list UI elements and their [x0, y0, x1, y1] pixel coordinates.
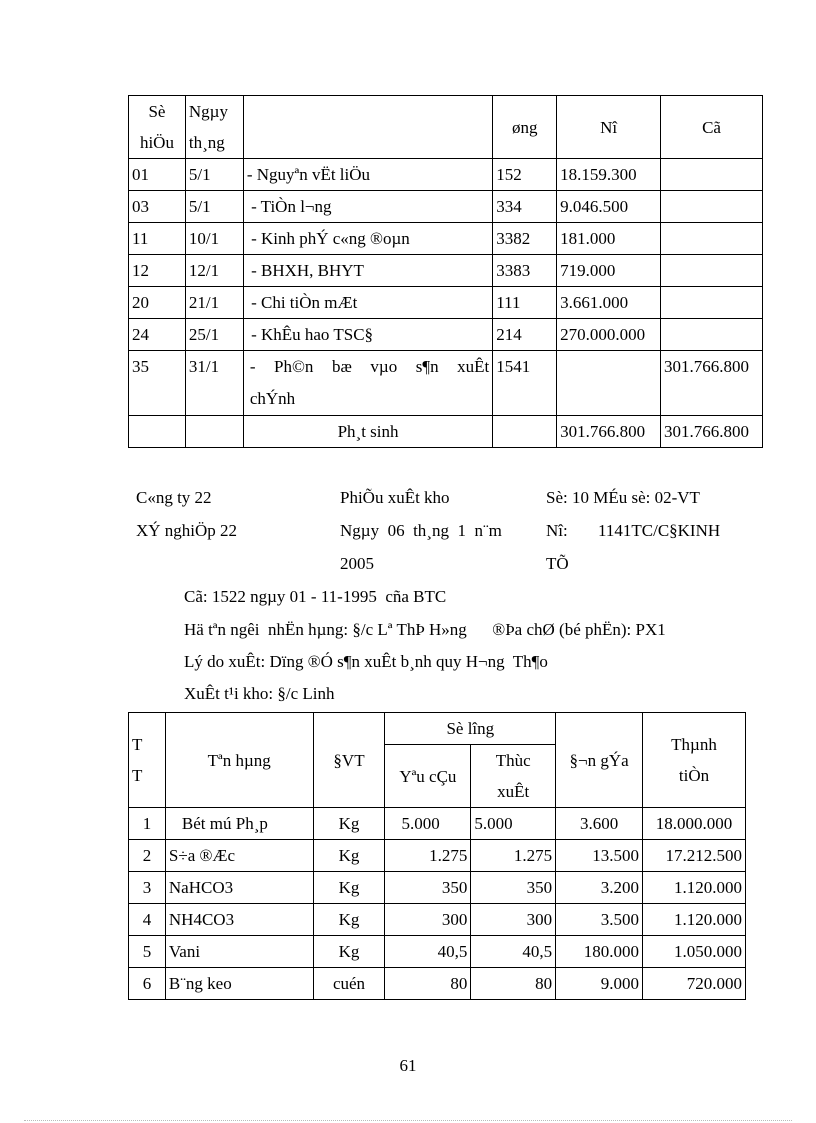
credit-line: Cã: 1522 ngµy 01 - 11-1995 cña BTC — [184, 587, 447, 606]
table-row — [129, 159, 763, 191]
cell-dien-giai: - BHXH, BHYT — [243, 255, 492, 287]
table-row — [129, 351, 763, 416]
cell-thuc-xuat: 300 — [471, 904, 556, 936]
cell-co — [661, 319, 763, 351]
cell-yeu-cau: 40,5 — [385, 936, 471, 968]
cell-ngay: 12/1 — [185, 255, 243, 287]
cell-yeu-cau: 300 — [385, 904, 471, 936]
header-thanh-tien: Thµnh tiÒn — [643, 713, 746, 808]
cell-dvt: Kg — [313, 808, 385, 840]
table-row — [129, 904, 746, 936]
header-tt: T T — [129, 713, 166, 808]
cell-thuc-xuat: 350 — [471, 872, 556, 904]
cell-ung: 214 — [493, 319, 557, 351]
cell-dien-giai: - KhÊu hao TSC§ — [243, 319, 492, 351]
cell-yeu-cau: 1.275 — [385, 840, 471, 872]
cell-dien-giai: - Chi tiÒn mÆt — [243, 287, 492, 319]
cell-no: 270.000.000 — [557, 319, 661, 351]
cell-so: 24 — [129, 319, 186, 351]
cell-don-gia: 3.500 — [556, 904, 643, 936]
cell-ten: Vani — [165, 936, 313, 968]
cell-no: 18.159.300 — [557, 159, 661, 191]
total-label: Ph¸t sinh — [243, 416, 492, 448]
cell-tt: 5 — [129, 936, 166, 968]
receiver-line: Hä tªn ngêi nhËn hµng: §/c Lª ThÞ H»ng ®Þa chØ (bé phËn): PX1 — [184, 620, 666, 639]
voucher-date: Ngµy 06 th¸ng 1 n¨m — [340, 521, 502, 540]
cell-tt: 6 — [129, 968, 166, 1000]
cell-co: 301.766.800 — [661, 351, 763, 416]
cell-no: 3.661.000 — [557, 287, 661, 319]
cell-thanh-tien: 1.050.000 — [643, 936, 746, 968]
cell-thuc-xuat: 1.275 — [471, 840, 556, 872]
header-no: Nî — [557, 96, 661, 159]
page-number: 61 — [399, 1056, 417, 1075]
cell-thuc-xuat: 5.000 — [471, 808, 556, 840]
cell-dien-giai: - TiÒn l¬ng — [243, 191, 492, 223]
cell-ten: NH4CO3 — [165, 904, 313, 936]
issue-table — [128, 712, 746, 1000]
cell-dvt: Kg — [313, 904, 385, 936]
table-row — [129, 968, 746, 1000]
cell-ten: NaHCO3 — [165, 872, 313, 904]
cell-thanh-tien: 17.212.500 — [643, 840, 746, 872]
cell-ngay: 10/1 — [185, 223, 243, 255]
cell-tt: 4 — [129, 904, 166, 936]
cell-don-gia: 3.200 — [556, 872, 643, 904]
header-so-luong: Sè lîng — [385, 713, 556, 745]
cell-ung: 111 — [493, 287, 557, 319]
ledger-header-row — [129, 96, 763, 159]
cell-ten: Bét mú Ph¸p — [165, 808, 313, 840]
cell-don-gia: 180.000 — [556, 936, 643, 968]
table-row — [129, 872, 746, 904]
cell-no: 181.000 — [557, 223, 661, 255]
cell-empty — [493, 416, 557, 448]
cell-ung: 1541 — [493, 351, 557, 416]
cell-tt: 3 — [129, 872, 166, 904]
cell-so: 11 — [129, 223, 186, 255]
cell-yeu-cau: 80 — [385, 968, 471, 1000]
header-row — [129, 713, 746, 745]
table-row — [129, 255, 763, 287]
table-row — [129, 808, 746, 840]
cell-ngay: 21/1 — [185, 287, 243, 319]
header-yeu-cau: Yªu cÇu — [385, 745, 471, 808]
header-ung: øng — [493, 96, 557, 159]
table-row — [129, 319, 763, 351]
header-so-hieu: Sè hiÖu — [129, 96, 186, 159]
debit-label: Nî: — [546, 521, 568, 540]
cell-dvt: Kg — [313, 872, 385, 904]
cell-dien-giai: - Kinh phÝ c«ng ®oµn — [243, 223, 492, 255]
header-don-gia: §¬n gÝa — [556, 713, 643, 808]
cell-no: 719.000 — [557, 255, 661, 287]
enterprise-name: XÝ nghiÖp 22 — [136, 521, 238, 540]
cell-co — [661, 287, 763, 319]
page-divider — [24, 1120, 792, 1121]
cell-so: 03 — [129, 191, 186, 223]
cell-thuc-xuat: 80 — [471, 968, 556, 1000]
cell-thuc-xuat: 40,5 — [471, 936, 556, 968]
cell-yeu-cau: 350 — [385, 872, 471, 904]
cell-tt: 1 — [129, 808, 166, 840]
table-row — [129, 191, 763, 223]
company-name: C«ng ty 22 — [136, 488, 212, 507]
cell-co — [661, 223, 763, 255]
cell-empty — [129, 416, 186, 448]
cell-don-gia: 9.000 — [556, 968, 643, 1000]
cell-dvt: Kg — [313, 840, 385, 872]
cell-thanh-tien: 1.120.000 — [643, 904, 746, 936]
table-row — [129, 840, 746, 872]
table-row — [129, 223, 763, 255]
cell-so: 12 — [129, 255, 186, 287]
cell-so: 01 — [129, 159, 186, 191]
voucher-title: PhiÕu xuÊt kho — [340, 488, 450, 507]
cell-dien-giai: - Nguyªn vËt liÖu — [243, 159, 492, 191]
header-dvt: §VT — [313, 713, 385, 808]
cell-ten: B¨ng keo — [165, 968, 313, 1000]
cell-thanh-tien: 1.120.000 — [643, 872, 746, 904]
debit-value: 1141TC/C§KINH — [598, 521, 721, 540]
cell-so: 35 — [129, 351, 186, 416]
table-row — [129, 936, 746, 968]
cell-dvt: cuén — [313, 968, 385, 1000]
cell-ung: 3383 — [493, 255, 557, 287]
cell-co — [661, 191, 763, 223]
header-dien-giai — [243, 96, 492, 159]
cell-ung: 3382 — [493, 223, 557, 255]
cell-don-gia: 13.500 — [556, 840, 643, 872]
cell-don-gia: 3.600 — [556, 808, 643, 840]
cell-ngay: 25/1 — [185, 319, 243, 351]
cell-ung: 334 — [493, 191, 557, 223]
cell-thanh-tien: 18.000.000 — [643, 808, 746, 840]
total-row — [129, 416, 763, 448]
cell-dvt: Kg — [313, 936, 385, 968]
header-thuc-xuat: Thùc xuÊt — [471, 745, 556, 808]
total-co: 301.766.800 — [661, 416, 763, 448]
debit-value-cont: TÕ — [546, 554, 569, 573]
reason-line: Lý do xuÊt: Dïng ®Ó s¶n xuÊt b¸nh quy H¬ng Th¶o — [184, 652, 548, 671]
header-ten-hang: Tªn hµng — [165, 713, 313, 808]
cell-tt: 2 — [129, 840, 166, 872]
cell-ngay: 5/1 — [185, 159, 243, 191]
cell-empty — [185, 416, 243, 448]
cell-ngay: 5/1 — [185, 191, 243, 223]
cell-co — [661, 255, 763, 287]
voucher-number: Sè: 10 MÉu sè: 02-VT — [546, 488, 700, 507]
cell-thanh-tien: 720.000 — [643, 968, 746, 1000]
cell-so: 20 — [129, 287, 186, 319]
total-no: 301.766.800 — [557, 416, 661, 448]
cell-dien-giai: - Ph©n bæ vµo s¶n xuÊt chÝnh — [243, 351, 492, 416]
cell-no — [557, 351, 661, 416]
header-ngay-thang: Ngµy th¸ng — [185, 96, 243, 159]
ledger-table — [128, 95, 763, 448]
cell-yeu-cau: 5.000 — [385, 808, 471, 840]
cell-ung: 152 — [493, 159, 557, 191]
voucher-year: 2005 — [340, 554, 374, 573]
cell-co — [661, 159, 763, 191]
table-row — [129, 287, 763, 319]
header-co: Cã — [661, 96, 763, 159]
cell-no: 9.046.500 — [557, 191, 661, 223]
cell-ngay: 31/1 — [185, 351, 243, 416]
warehouse-line: XuÊt t¹i kho: §/c Linh — [184, 684, 335, 703]
cell-ten: S÷a ®Æc — [165, 840, 313, 872]
